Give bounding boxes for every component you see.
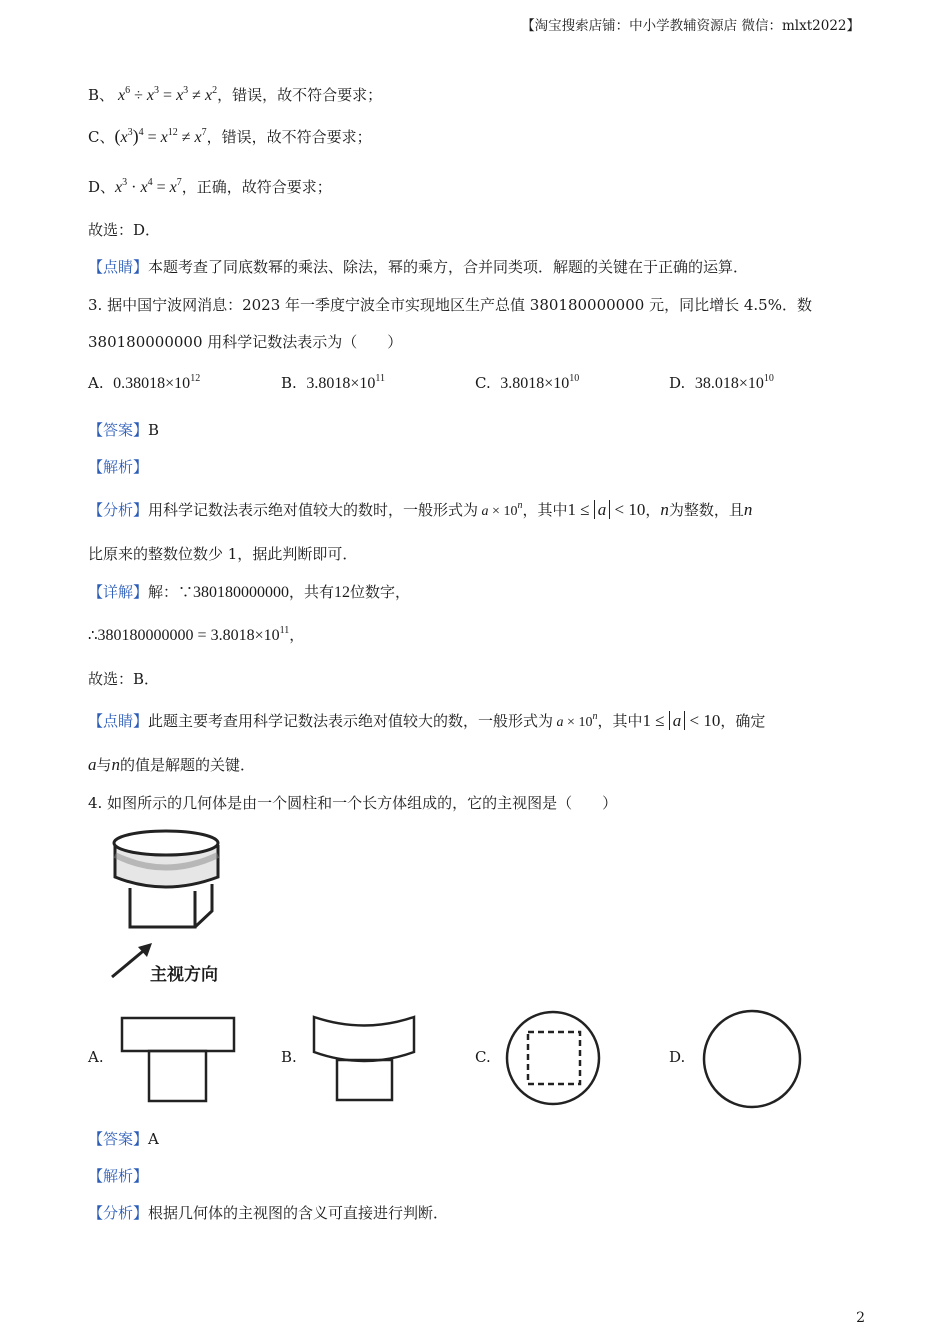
- q3-result: ∴380180000000 = $3.8018\times 10^{11}$，: [88, 625, 305, 644]
- view-direction-label: 主视方向: [150, 965, 218, 985]
- page-number: 2: [856, 1310, 865, 1326]
- b-bottom-rect: [337, 1060, 392, 1100]
- a-top-rect: [122, 1018, 234, 1051]
- option-b-analysis: [88, 84, 382, 105]
- math-d: $x^3 \cdot x^4 = x^7$: [115, 177, 182, 196]
- q3-xiangjie: 【详解】解：∵380180000000，共有12位数字，: [88, 583, 411, 601]
- q4-option-d-label[interactable]: D.: [669, 1048, 686, 1066]
- q4-option-a-figure[interactable]: [120, 1015, 240, 1105]
- q4-option-a-label[interactable]: A.: [88, 1048, 104, 1066]
- page-header: 【淘宝搜索店铺：中小学教辅资源店 微信：mlxt2022】: [521, 18, 860, 34]
- d-circle: [704, 1011, 800, 1107]
- q3-fenxi-line2: 比原来的整数位数少 1，据此判断即可．: [88, 545, 358, 563]
- q3-fenxi: 【分析】用科学记数法表示绝对值较大的数时，一般形式为 $a \times 10^n$，其中1 ≤ a < 10，n为整数，且n: [88, 500, 753, 519]
- box-front: [130, 888, 195, 927]
- q3-option-a[interactable]: A. $0.38018\times 10^{12}$: [88, 373, 201, 392]
- dianjing-1: 【点睛】本题考查了同底数幂的乘法、除法，幂的乘方，合并同类项．解题的关键在于正确的运算．: [88, 258, 749, 276]
- q4-jiexi: 【解析】: [88, 1167, 149, 1185]
- choose-d: 故选：D．: [88, 221, 161, 239]
- option-c-analysis: C、$(x^3)^4 = x^{12} \ne x^7$，错误，故不符合要求；: [88, 126, 372, 146]
- b-top-shape: [314, 1017, 414, 1061]
- q3-jiexi: 【解析】: [88, 458, 149, 476]
- c-circle: [507, 1012, 599, 1104]
- cylinder-top: [114, 831, 218, 855]
- option-d-analysis: D、$x^3 \cdot x^4 = x^7$，正确，故符合要求；: [88, 177, 332, 196]
- q4-answer: 【答案】A: [88, 1130, 159, 1148]
- line-tail: ，错误，故不符合要求；: [217, 86, 383, 104]
- q4-option-b-label[interactable]: B.: [281, 1048, 297, 1066]
- c-dashed-square: [528, 1032, 580, 1084]
- box-side: [195, 884, 212, 927]
- math-c: $(x^3)^4$: [114, 126, 144, 146]
- q4-option-c-label[interactable]: C.: [475, 1048, 491, 1066]
- choose-b: 故选：B．: [88, 670, 160, 688]
- q4-option-d-figure[interactable]: [700, 1008, 805, 1110]
- q3-option-c[interactable]: C. $3.8018\times 10^{10}$: [475, 373, 580, 392]
- q3-option-b[interactable]: B. $3.8018\times 10^{11}$: [281, 373, 386, 392]
- dianjing-2-line2: a与n的值是解题的关键．: [88, 755, 256, 774]
- q3-stem-line2: 380180000000 用科学记数法表示为（ ）: [88, 333, 403, 351]
- q4-option-c-figure[interactable]: [505, 1010, 605, 1110]
- q4-fenxi: 【分析】根据几何体的主视图的含义可直接进行判断．: [88, 1204, 449, 1222]
- q4-option-b-figure[interactable]: [312, 1012, 422, 1107]
- q3-stem-line1: 3. 据中国宁波网消息：2023 年一季度宁波全市实现地区生产总值 380180000000 元，同比增长 4.5%．数: [88, 296, 812, 314]
- dianjing-2: 【点睛】此题主要考查用科学记数法表示绝对值较大的数，一般形式为 $a \times 10^n$，其中1 ≤ a < 10，确定: [88, 711, 766, 730]
- q4-stem: 4. 如图所示的几何体是由一个圆柱和一个长方体组成的，它的主视图是（ ）: [88, 794, 618, 812]
- q3-answer: 【答案】B: [88, 421, 160, 439]
- math-b: $x^6 \div x^3 = x^3 \ne x^2$: [118, 85, 218, 104]
- q3-option-d[interactable]: D. $38.018\times 10^{10}$: [669, 373, 774, 392]
- line-label: B、: [88, 86, 115, 104]
- a-bottom-rect: [149, 1051, 206, 1101]
